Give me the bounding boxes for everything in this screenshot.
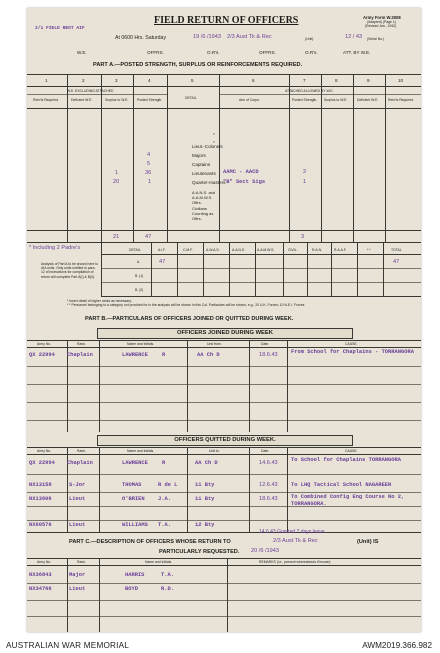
part-c-rank: Lieut bbox=[69, 586, 86, 592]
quitted-banner: OFFICERS QUITTED DURING WEEK. bbox=[97, 435, 353, 446]
part-a-col-divider bbox=[321, 74, 322, 242]
analysis-bottom-rule bbox=[101, 296, 421, 297]
att-posted: 1 bbox=[303, 179, 307, 185]
return-date: 19 /6 /1943 bbox=[193, 34, 221, 40]
quitted-header: CAUSE. bbox=[345, 449, 358, 453]
part-a-col-divider bbox=[167, 74, 168, 242]
part-a-header-rule bbox=[27, 108, 421, 109]
quitted-name: LAWRENCE bbox=[122, 460, 148, 466]
majors-posted: 4 bbox=[147, 152, 151, 158]
analysis-row-label: A. bbox=[137, 260, 141, 264]
part-c-heading-2: PARTICULARLY REQUESTED. bbox=[159, 549, 240, 555]
footnote: * Insert detail of higher ranks as necessary. bbox=[67, 299, 132, 303]
joined-unit: AA Ch D bbox=[197, 352, 220, 358]
analysis-col-divider bbox=[383, 242, 384, 296]
analysis-header-rule bbox=[101, 254, 421, 255]
analysis-header: R.A.N. bbox=[312, 248, 322, 252]
analysis-col-divider bbox=[203, 242, 204, 296]
part-c-header: REMARKS (i.e., present whereabouts if known). bbox=[259, 560, 332, 564]
lieutenants-surplus: 20 bbox=[113, 179, 120, 185]
part-c-name: BOYD bbox=[125, 586, 138, 592]
part-c-row-rule bbox=[27, 600, 421, 601]
quitted-header-bottom bbox=[27, 454, 421, 455]
total-surplus: 21 bbox=[113, 234, 120, 240]
total-att-posted: 3 bbox=[301, 234, 305, 240]
col-number: 4 bbox=[148, 78, 151, 83]
col-number: 3 bbox=[115, 78, 118, 83]
part-c-unit: 2/3 Aust Tk & Rec bbox=[273, 538, 318, 544]
quitted-rank: Chaplain bbox=[67, 460, 93, 466]
part-a-col-divider bbox=[289, 74, 290, 242]
arm-entry: AAMC - AACD bbox=[223, 169, 259, 175]
analysis-col-divider bbox=[331, 242, 332, 296]
part-a-col-divider bbox=[133, 74, 134, 242]
analysis-col-divider bbox=[307, 242, 308, 296]
footer-institution: AUSTRALIAN WAR MEMORIAL bbox=[6, 641, 130, 650]
joined-header: Rank. bbox=[77, 342, 86, 346]
quitted-initials: J.A. bbox=[158, 496, 171, 502]
att-posted: 2 bbox=[303, 169, 307, 175]
quitted-header: Army No. bbox=[37, 449, 52, 453]
quitted-unit: 12 Bty bbox=[195, 522, 215, 528]
joined-row-rule bbox=[27, 420, 421, 421]
part-a-heading: PART A.—POSTED STRENGTH, SURPLUS OR REINFORCEMENTS REQUIRED. bbox=[93, 62, 303, 68]
joined-date: 18.6.43 bbox=[259, 352, 278, 358]
analysis-col-divider bbox=[357, 242, 358, 296]
captains-posted: 5 bbox=[147, 161, 151, 167]
joined-header: Army No. bbox=[37, 342, 52, 346]
quitted-col-divider bbox=[249, 447, 250, 532]
joined-rank: Chaplain bbox=[67, 352, 93, 358]
unit-stamp: 2/1 FIELD REGT AIF bbox=[35, 26, 85, 31]
joined-army-no: QX 22994 bbox=[29, 352, 55, 358]
part-c-army-no: NX34766 bbox=[29, 586, 52, 592]
quitted-initials: T.A. bbox=[158, 522, 171, 528]
analysis-row-rule bbox=[101, 282, 421, 283]
part-c-rank: Major bbox=[69, 572, 86, 578]
ors-label-2: O.R's. bbox=[305, 50, 318, 55]
rank-label: A.A.N.S. and A.A.M.W.S. Offrs. bbox=[192, 190, 216, 205]
quitted-header-top bbox=[27, 447, 421, 448]
unit-label: (Unit) bbox=[305, 37, 314, 41]
analysis-header: A.A.N.S. bbox=[232, 248, 246, 252]
ors-label: O.R's. bbox=[207, 50, 220, 55]
quitted-date: 18.6.43 bbox=[259, 496, 278, 502]
footer-accession-number: AWM2019.366.982 bbox=[362, 641, 432, 650]
form-sheet bbox=[27, 8, 421, 632]
form-title: FIELD RETURN OF OFFICERS bbox=[154, 15, 299, 26]
rank-label: Quarter-masters bbox=[192, 180, 226, 185]
analysis-header: A.A.M.W.S. bbox=[257, 248, 275, 252]
part-c-header-bottom bbox=[27, 565, 421, 566]
part-c-row-rule bbox=[27, 616, 421, 617]
quitted-header: Unit to. bbox=[209, 449, 220, 453]
quitted-unit: 11 Bty bbox=[195, 496, 215, 502]
joined-col-divider bbox=[99, 340, 100, 432]
part-a-col-divider bbox=[385, 74, 386, 242]
quitted-rank: Lieut bbox=[69, 522, 86, 528]
joined-header-top bbox=[27, 340, 421, 341]
col-header: Posted Strength. bbox=[137, 98, 163, 102]
we-group-rule bbox=[27, 94, 167, 95]
rank-label: Lieutenants bbox=[192, 171, 216, 176]
joined-row-rule bbox=[27, 384, 421, 385]
captains-surplus: 1 bbox=[115, 170, 119, 176]
quitted-name: O'BRIEN bbox=[122, 496, 145, 502]
serial-number: 12 / 43 bbox=[345, 34, 363, 40]
part-a-colnum-rule bbox=[27, 86, 421, 87]
joined-initials: R bbox=[162, 352, 166, 358]
rank-label: Civilians Counting as Offrs. bbox=[192, 206, 214, 221]
joined-cause: From School for Chaplains - TORRANGORA bbox=[291, 349, 414, 355]
we-group-header: W.E. EXCLUDING ATTACHED bbox=[67, 89, 114, 93]
analysis-col-divider bbox=[151, 242, 152, 296]
joined-col-divider bbox=[249, 340, 250, 432]
offrs-label-2: OFFRS. bbox=[259, 50, 276, 55]
quitted-cause: To LHQ Tactical School NAGAREEN bbox=[291, 482, 392, 488]
quitted-row-rule bbox=[27, 474, 421, 475]
part-b-heading: PART B.—PARTICULARS OF OFFICERS JOINED OR QUITTED DURING WEEK. bbox=[85, 316, 294, 322]
col-header: Posted Strength. bbox=[292, 98, 318, 102]
col-header: Surplus to W.E. bbox=[105, 98, 129, 102]
quitted-unit: 11 Bty bbox=[195, 482, 215, 488]
quitted-initials: R de L bbox=[158, 482, 178, 488]
analysis-header: CIVIL. bbox=[288, 248, 298, 252]
quitted-row-rule bbox=[27, 520, 421, 521]
col-header: Deficient W.E. bbox=[357, 98, 379, 102]
quitted-header: Date. bbox=[261, 449, 270, 453]
part-a-total-rule bbox=[27, 242, 421, 243]
col-header: Rein'ts Required. bbox=[33, 98, 59, 102]
joined-row-rule bbox=[27, 366, 421, 367]
late-leave-note: 14.6.43 Granted 7 days leave. bbox=[259, 529, 326, 535]
quitted-date: 12.6.43 bbox=[259, 482, 278, 488]
part-a-top-rule bbox=[27, 74, 421, 75]
att-group-rule bbox=[219, 94, 421, 95]
joined-header: Name and Initials. bbox=[127, 342, 155, 346]
quitted-army-no: QX 22994 bbox=[29, 460, 55, 466]
att-label: ATT. BY W.E. bbox=[343, 50, 371, 55]
analysis-total-value: 47 bbox=[393, 259, 400, 265]
joined-header: Unit from. bbox=[207, 342, 222, 346]
col-header: Surplus to W.E. bbox=[324, 98, 348, 102]
part-c-initials: R.D. bbox=[161, 586, 174, 592]
part-a-col-divider bbox=[101, 74, 102, 242]
qm-posted: 1 bbox=[148, 179, 152, 185]
col-number: 9 bbox=[367, 78, 370, 83]
analysis-col-divider bbox=[255, 242, 256, 296]
part-c-name: HARRIS bbox=[125, 572, 145, 578]
part-a-col-divider bbox=[67, 74, 68, 242]
col-number: 6 bbox=[252, 78, 255, 83]
part-c-col-divider bbox=[67, 558, 68, 632]
offrs-label: OFFRS. bbox=[147, 50, 164, 55]
unit-name: 2/3 Aust Tk & Rec bbox=[227, 34, 272, 40]
quitted-rank: Lieut bbox=[69, 496, 86, 502]
col-header: Arm of Corps. bbox=[239, 98, 260, 102]
rank-label: Captains bbox=[192, 162, 211, 167]
rank-label: Lieut.-Colonels bbox=[192, 144, 223, 149]
quitted-rank: S-Jor bbox=[69, 482, 86, 488]
analysis-header: * * bbox=[367, 248, 371, 252]
quitted-cause: To Combined Config Eng Course No 2, TORRANGORA. bbox=[291, 494, 405, 507]
quitted-row-rule bbox=[27, 492, 421, 493]
analysis-header: A.W.A.S. bbox=[206, 248, 220, 252]
lieutenants-posted: 36 bbox=[145, 170, 152, 176]
analysis-col-divider bbox=[229, 242, 230, 296]
col-number: 2 bbox=[82, 78, 85, 83]
analysis-header: A.I.F. bbox=[158, 248, 166, 252]
quitted-name: WILLIAMS bbox=[122, 522, 148, 528]
joined-name: LAWRENCE bbox=[122, 352, 148, 358]
analysis-header: R.A.A.F. bbox=[334, 248, 347, 252]
joined-header-bottom bbox=[27, 347, 421, 348]
part-c-heading: PART C.—DESCRIPTION OF OFFICERS WHOSE RETURN TO bbox=[69, 539, 231, 545]
quitted-army-no: NX13158 bbox=[29, 482, 52, 488]
analysis-header: DETAIL bbox=[129, 248, 141, 252]
col-number: 5 bbox=[191, 78, 194, 83]
total-posted: 47 bbox=[145, 234, 152, 240]
part-c-date: 20 /6 /1943 bbox=[251, 548, 279, 554]
part-a-body-rule bbox=[27, 230, 421, 231]
part-a-col-divider bbox=[353, 74, 354, 242]
quitted-army-no: NX60576 bbox=[29, 522, 52, 528]
quitted-army-no: NX13606 bbox=[29, 496, 52, 502]
we-label: W.E. bbox=[77, 50, 87, 55]
analysis-col-divider bbox=[101, 242, 102, 296]
col-number: 1 bbox=[45, 78, 48, 83]
part-c-col-divider bbox=[99, 558, 100, 632]
quitted-cause: To School for Chaplains TORRANGORA bbox=[291, 457, 401, 463]
joined-header: Date. bbox=[261, 342, 270, 346]
quitted-name: THOMAS bbox=[122, 482, 142, 488]
army-form-number: Army Form W.3008 bbox=[363, 15, 401, 20]
part-c-header: Army No. bbox=[37, 560, 52, 564]
quitted-col-divider bbox=[99, 447, 100, 532]
part-c-row-rule bbox=[27, 583, 421, 584]
quitted-header: Rank. bbox=[77, 449, 86, 453]
joined-col-divider bbox=[187, 340, 188, 432]
col-number: 10 bbox=[398, 78, 404, 83]
part-c-top-rule bbox=[27, 532, 421, 533]
part-c-header: Rank. bbox=[77, 560, 86, 564]
joined-row-rule bbox=[27, 402, 421, 403]
part-c-army-no: NX36843 bbox=[29, 572, 52, 578]
quitted-initials: R bbox=[162, 460, 166, 466]
part-c-header-top bbox=[27, 558, 421, 559]
arm-entry: "B" Sect Sigs bbox=[223, 179, 266, 185]
part-a-col-divider bbox=[219, 74, 220, 242]
joined-banner: OFFICERS JOINED DURING WEEK bbox=[97, 328, 353, 339]
analysis-aif-value: 47 bbox=[159, 259, 166, 265]
quitted-header: Name and Initials. bbox=[127, 449, 155, 453]
quitted-unit: AA Ch D bbox=[195, 460, 218, 466]
analysis-col-divider bbox=[177, 242, 178, 296]
joined-col-divider bbox=[287, 340, 288, 432]
asterisk-mark: * bbox=[213, 140, 215, 145]
footnote: * * Personnel belonging to a category not provided for in the analysis will be shown in this Col. Particulars will be shown, e.g., 20 U.K. Forces; 10 N.E.I. Forces. bbox=[67, 303, 306, 307]
quitted-col-divider bbox=[187, 447, 188, 532]
quitted-date: 14.6.43 bbox=[259, 460, 278, 466]
detail-header: DETAIL bbox=[185, 96, 197, 100]
analysis-instructions: Analysis of Part A to be shown here to AIA units. Only units notified in para. 12 of instructions for compilation of return will complete Part A(I) & B(II). bbox=[41, 262, 99, 279]
rank-label: Majors bbox=[192, 153, 206, 158]
part-c-header: Name and Initials. bbox=[145, 560, 173, 564]
quitted-col-divider bbox=[287, 447, 288, 532]
col-header: Deficient W.E. bbox=[71, 98, 93, 102]
at-line-label: At 0600 Hrs. Saturday bbox=[115, 35, 167, 41]
army-form-adapted: (Adapted) (Page 1) bbox=[367, 20, 396, 24]
col-number: 8 bbox=[335, 78, 338, 83]
analysis-row-label: B. (1) bbox=[135, 274, 144, 278]
col-header: Rein'ts Required. bbox=[388, 98, 414, 102]
joined-header: CAUSE. bbox=[345, 342, 358, 346]
analysis-header: C.M.F. bbox=[183, 248, 193, 252]
serial-label: (Serial No.) bbox=[367, 37, 385, 41]
including-note: * Including 2 Padre's bbox=[29, 245, 81, 251]
part-c-initials: T.A. bbox=[161, 572, 174, 578]
army-form-revised: (Revised Jan., 1942) bbox=[365, 24, 397, 28]
att-group-header: ATTACHED ALLOWED BY W.E. bbox=[285, 89, 334, 93]
analysis-header: TOTAL bbox=[391, 248, 402, 252]
analysis-row-label: B. (2) bbox=[135, 288, 144, 292]
part-c-unit-is: (Unit) IS bbox=[357, 539, 379, 545]
part-c-col-divider bbox=[227, 558, 228, 632]
col-number: 7 bbox=[303, 78, 306, 83]
analysis-col-divider bbox=[283, 242, 284, 296]
analysis-row-rule bbox=[101, 268, 421, 269]
asterisk-mark: * bbox=[213, 132, 215, 137]
